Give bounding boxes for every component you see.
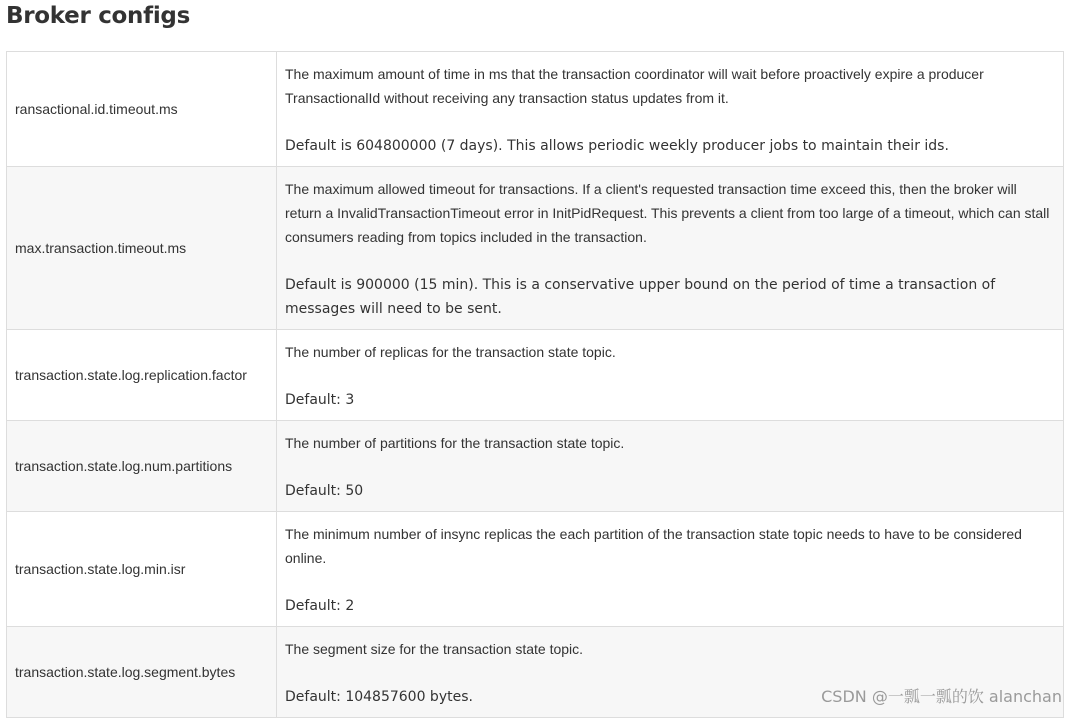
config-description: The maximum allowed timeout for transactions. If a client's requested transaction time exceed this, then the broker will return a InvalidTransactionTimeout error in InitPidRequest. This prevents a client from too large of a timeout, which can stall consumers reading from topics included in the transaction. — [285, 181, 1050, 245]
watermark: CSDN @一瓢一瓢的饮 alanchan — [821, 687, 1062, 706]
config-description-cell — [277, 330, 1064, 421]
table-row — [7, 167, 1064, 330]
page-title: Broker configs — [6, 3, 190, 29]
config-name: transaction.state.log.min.isr — [7, 512, 277, 627]
table-row — [7, 512, 1064, 627]
config-description: The minimum number of insync replicas the each partition of the transaction state topic needs to have to be considered online. — [285, 526, 1022, 566]
config-name: max.transaction.timeout.ms — [7, 167, 277, 330]
config-description-cell — [277, 512, 1064, 627]
config-default: Default: 50 — [285, 483, 364, 499]
config-description-cell — [277, 52, 1064, 167]
config-default: Default is 900000 (15 min). This is a conservative upper bound on the period of time a transaction of messages will need to be sent. — [285, 277, 996, 317]
broker-configs-table — [6, 51, 1064, 718]
config-description: The number of replicas for the transaction state topic. — [285, 344, 616, 360]
config-default: Default: 104857600 bytes. — [285, 689, 473, 705]
table-row — [7, 330, 1064, 421]
config-name: transaction.state.log.segment.bytes — [7, 627, 277, 718]
config-description: The maximum amount of time in ms that the transaction coordinator will wait before proactively expire a producer TransactionalId without receiving any transaction status updates from it. — [285, 66, 984, 106]
table-row — [7, 421, 1064, 512]
config-description: The number of partitions for the transaction state topic. — [285, 435, 625, 451]
config-description: The segment size for the transaction state topic. — [285, 641, 584, 657]
config-name: transaction.state.log.num.partitions — [7, 421, 277, 512]
table-row — [7, 52, 1064, 167]
config-name: ransactional.id.timeout.ms — [7, 52, 277, 167]
config-description-cell — [277, 421, 1064, 512]
config-default: Default: 3 — [285, 392, 355, 408]
config-name: transaction.state.log.replication.factor — [7, 330, 277, 421]
config-default: Default: 2 — [285, 598, 355, 614]
config-description-cell — [277, 167, 1064, 330]
config-default: Default is 604800000 (7 days). This allows periodic weekly producer jobs to maintain their ids. — [285, 138, 949, 154]
